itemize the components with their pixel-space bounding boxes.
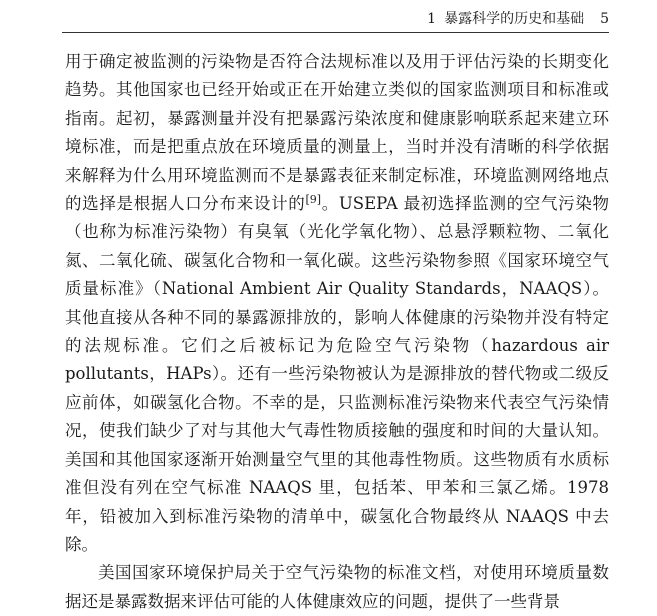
running-head bbox=[427, 10, 609, 28]
paragraph-1-text-a: 用于确定被监测的污染物是否符合法规标准以及用于评估污染的长期变化趋势。其他国家也已经开始或正在开始建立类似的国家监测项目和标准或指南。起初，暴露测量并没有把暴露污染浓度和健康影响联系起来建立环境标准，而是把重点放在环境质量的测量上，当时并没有清晰的科学依据来解释为什么用环境监测而不是暴露表征来制定标准，环境监测网络地点的选择是根据人口分布来设计的 bbox=[65, 52, 609, 214]
chapter-number: 1 bbox=[427, 11, 437, 27]
chapter-title: 暴露科学的历史和基础 bbox=[444, 11, 585, 27]
paragraph-2: 美国国家环境保护局关于空气污染物的标准文档，对使用环境质量数据还是暴露数据来评估可能的人体健康效应的问题，提供了一些背景 bbox=[65, 563, 609, 611]
paragraph-1 bbox=[65, 48, 609, 559]
header-rule bbox=[62, 32, 609, 33]
citation-ref: [9] bbox=[305, 193, 322, 207]
paragraph-1-text-b: 。USEPA 最初选择监测的空气污染物（也称为标准污染物）有臭氧（光化学氧化物）、总悬浮颗粒物、二氧化氮、二氧化硫、碳氢化合物和一氧化碳。这些污染物参照《国家环境空气质量标准》（National Ambient Air Quality Standards，NAAQS）。其他直接从各种不同的暴露源排放的，影响人体健康的污染物并没有特定的法规标准。它们之后被标记为危险空气污染物（hazardous air pollutants，HAPs）。还有一些污染物被认为是源排放的替代物或二级反应前体，如碳氢化合物。不幸的是，只监测标准污染物来代表空气污染情况，使我们缺少了对与其他大气毒性物质接触的强度和时间的大量认知。美国和其他国家逐渐开始测量空气里的其他毒性物质。这些物质有水质标准但没有列在空气标准 NAAQS 里，包括苯、甲苯和三氯乙烯。1978 年，铅被加入到标准污染物的清单中，碳氢化合物最终从 NAAQS 中去除。 bbox=[65, 194, 609, 554]
page-number: 5 bbox=[600, 11, 609, 27]
body-text bbox=[65, 48, 609, 616]
